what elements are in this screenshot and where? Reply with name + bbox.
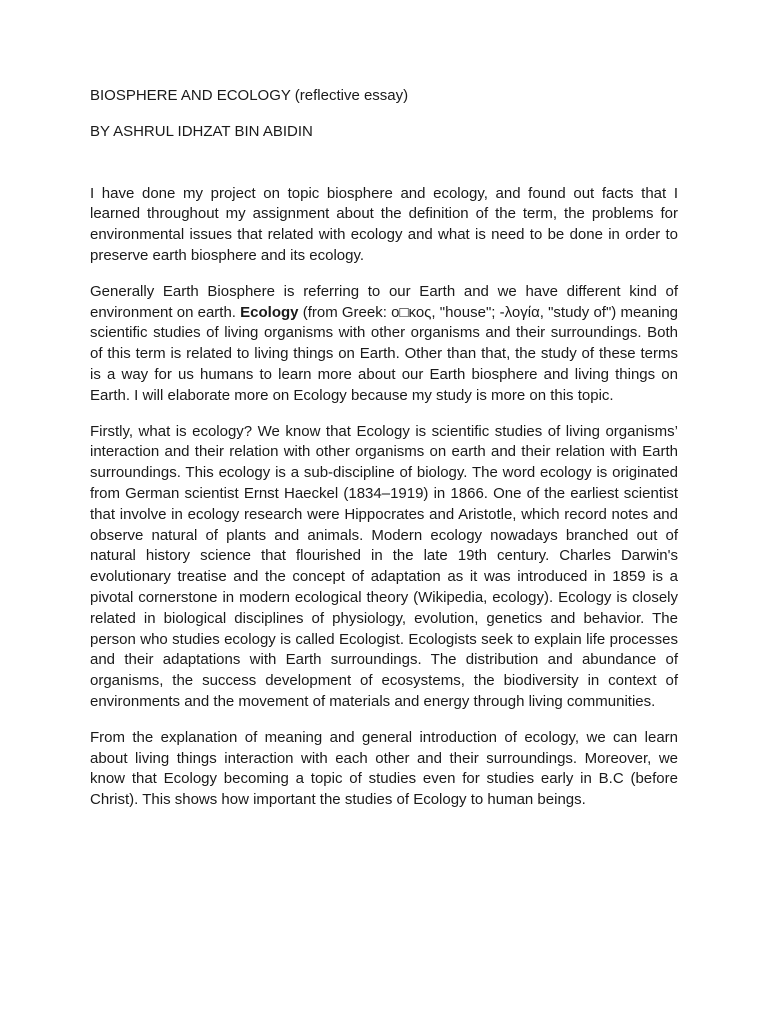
paragraph-conclusion: From the explanation of meaning and general introduction of ecology, we can learn about living things interaction with each other and their surroundings. Moreover, we know that Ecology becoming a topic of studies even for studies early in B.C (before Christ). This shows how important the studies of Ecology to human beings.	[90, 728, 678, 809]
paragraph-definition	[90, 282, 678, 407]
document-title: BIOSPHERE AND ECOLOGY (reflective essay)	[90, 87, 409, 104]
document-body	[90, 86, 678, 811]
ecology-term: Ecology	[240, 303, 299, 321]
paragraph-what-is-ecology: Firstly, what is ecology? We know that Ecology is scientific studies of living organisms’ interaction and their relation with other organisms on earth and their relation with Earth surroundings. This ecology is a sub-discipline of biology. The word ecology is originated from German scientist Ernst Haeckel (1834–1919) in 1866. One of the earliest scientist that involve in ecology research were Hippocrates and Aristotle, which record notes and observe natural of plants and animals. Modern ecology nowadays branched out of natural history science that flourished in the late 19th century. Charles Darwin's evolutionary treatise and the concept of adaptation as it was introduced in 1859 is a pivotal cornerstone in modern ecological theory (Wikipedia, ecology). Ecology is closely related in biological disciplines of physiology, evolution, genetics and behavior. The person who studies ecology is called Ecologist. Ecologists seek to explain life processes and their adaptations with Earth surroundings. The distribution and abundance of organisms, the success development of ecosystems, the biodiversity in context of environments and the movement of materials and energy through living communities.	[90, 422, 678, 710]
author-line: BY ASHRUL IDHZAT BIN ABIDIN	[90, 122, 313, 140]
paragraph-definition-rest: (from Greek: ο□κος, "house"; -λογία, "study of") meaning scientific studies of living organisms with other organisms and their surroundings. Both of this term is related to living things on Earth. Other than that, the study of these terms is a way for us humans to learn more about our Earth biosphere and living things on Earth. I will elaborate more on Ecology because my study is more on this topic.	[90, 303, 679, 404]
paragraph-introduction: I have done my project on topic biosphere and ecology, and found out facts that I learned throughout my assignment about the definition of the term, the problems for environmental issues that related with ecology and what is need to be done in order to preserve earth biosphere and its ecology.	[90, 184, 678, 264]
paragraph-definition-lead: Generally Earth Biosphere is referring to our Earth and we have different kind of environment on earth.	[90, 282, 678, 321]
